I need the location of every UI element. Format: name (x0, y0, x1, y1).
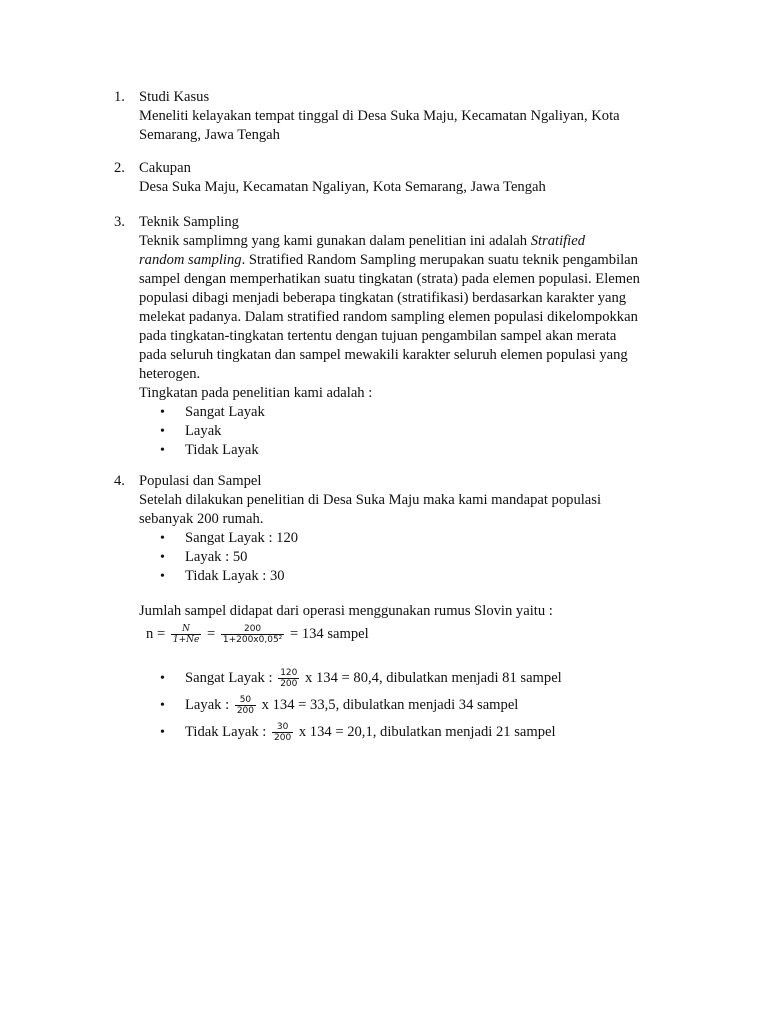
text-line: populasi dibagi menjadi beberapa tingkatan (stratifikasi) berdasarkan karakter yang (139, 290, 627, 306)
text-line (139, 232, 679, 251)
section-number: 2. (114, 160, 125, 176)
allocation-result: x 134 = 33,5, dibulatkan menjadi 34 sampel (261, 697, 519, 713)
text-line (139, 251, 679, 270)
italic-term: Stratified (530, 233, 586, 249)
allocation-result: x 134 = 20,1, dibulatkan menjadi 21 sampel (298, 724, 556, 740)
slovin-intro: Jumlah sampel didapat dari operasi menggunakan rumus Slovin yaitu : (139, 603, 553, 619)
text-line: pada tingkatan-tingkatan tertentu dengan tujuan pengambilan sampel akan merata (139, 328, 617, 344)
list-item: • Tidak Layak (139, 441, 679, 460)
section-title: Populasi dan Sampel (139, 473, 262, 489)
text-line: sebanyak 200 rumah. (139, 511, 264, 527)
fraction-denominator: 200 (274, 733, 292, 744)
list-item (139, 719, 679, 746)
list-item: • Sangat Layak : 120 (139, 529, 679, 548)
text-line: Meneliti kelayakan tempat tinggal di Desa Suka Maju, Kecamatan Ngaliyan, Kota (139, 108, 620, 124)
text-span: . Stratified Random Sampling merupakan suatu teknik pengambilan (241, 252, 638, 268)
formula-lhs: n = (146, 626, 166, 642)
formula-result: = 134 sampel (289, 626, 369, 642)
text-line: melekat padanya. Dalam stratified random sampling elemen populasi dikelompokkan (139, 309, 638, 325)
text-line: Desa Suka Maju, Kecamatan Ngaliyan, Kota Semarang, Jawa Tengah (139, 179, 546, 195)
italic-term: random sampling (139, 252, 242, 268)
population-list (139, 529, 679, 586)
list-item: • Layak (139, 422, 679, 441)
fraction-numerator: N (182, 624, 191, 635)
fraction-numerator: 200 (221, 624, 284, 635)
allocation-label: Sangat Layak : (185, 670, 273, 686)
list-item: • Sangat Layak (139, 403, 679, 422)
list-item: • Layak : 50 (139, 548, 679, 567)
allocation-result: x 134 = 80,4, dibulatkan menjadi 81 sampel (305, 670, 562, 686)
list-item (139, 665, 679, 692)
list-item (139, 692, 679, 719)
allocation-list (139, 665, 679, 746)
formula-fraction-substituted (221, 624, 284, 645)
list-item: • Tidak Layak : 30 (139, 567, 679, 586)
formula-fraction-general (171, 624, 201, 645)
allocation-fraction (272, 722, 293, 743)
slovin-formula (146, 622, 369, 646)
text-span: Teknik samplimng yang kami gunakan dalam penelitian ini adalah (139, 233, 531, 249)
allocation-fraction (278, 668, 299, 689)
fraction-denominator: 200 (280, 679, 298, 690)
section-title: Studi Kasus (139, 89, 210, 105)
section-number: 3. (114, 214, 125, 230)
levels-intro: Tingkatan pada penelitian kami adalah : (139, 385, 373, 401)
fraction-denominator: 1+Ne (172, 635, 200, 646)
text-line: pada seluruh tingkatan dan sampel mewakili karakter seluruh elemen populasi yang (139, 347, 628, 363)
formula-equals: = (206, 626, 216, 642)
text-line: sampel dengan memperhatikan suatu tingkatan (strata) pada elemen populasi. Elemen (139, 271, 640, 287)
fraction-numerator: 120 (280, 668, 298, 679)
section-title: Teknik Sampling (139, 214, 239, 230)
allocation-label: Layak : (185, 697, 230, 713)
section-number: 4. (114, 473, 125, 489)
section-title: Cakupan (139, 160, 191, 176)
allocation-fraction (235, 695, 256, 716)
fraction-numerator: 50 (235, 695, 256, 706)
fraction-denominator: 1+200x0,05² (222, 635, 283, 646)
levels-list (139, 403, 679, 460)
allocation-label: Tidak Layak : (185, 724, 267, 740)
text-line: Setelah dilakukan penelitian di Desa Suka Maju maka kami mandapat populasi (139, 492, 602, 508)
fraction-denominator: 200 (236, 706, 255, 717)
section-number: 1. (114, 89, 125, 105)
fraction-numerator: 30 (272, 722, 293, 733)
text-line: heterogen. (139, 366, 201, 382)
text-line: Semarang, Jawa Tengah (139, 127, 280, 143)
